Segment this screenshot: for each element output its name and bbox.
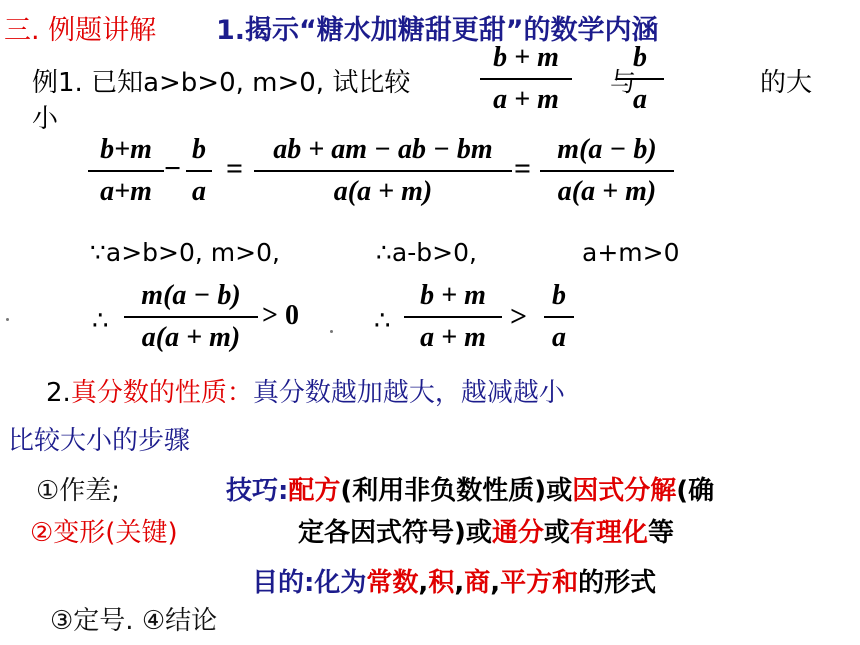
tip-text: 或 (543, 518, 570, 548)
fraction-numerator: b (192, 134, 206, 165)
goal-label: 目的:化为 (252, 568, 367, 598)
example-conjunction: 与 (610, 68, 637, 98)
fraction-numerator: ab + am − ab − bm (273, 134, 493, 165)
fraction-denominator: a(a + m) (333, 176, 433, 207)
conclusion-fraction-1 (124, 282, 258, 352)
conclusion-fraction-3 (544, 282, 574, 352)
therefore-symbol-2: ∴ (374, 306, 391, 336)
subtitle: 1.揭示“糖水加糖甜更甜”的数学内涵 (216, 15, 659, 46)
step-2: ②变形(关键) (30, 518, 178, 548)
equation-fraction-rhs (540, 136, 674, 206)
goal-separator: , (454, 568, 465, 598)
goal-text: 的形式 (578, 568, 657, 598)
fraction-denominator: a (552, 322, 566, 353)
property-label: 真分数的性质： (70, 378, 253, 408)
tips-line-2 (298, 512, 674, 549)
goal-separator: , (418, 568, 429, 598)
conclusion-fraction-2 (404, 282, 502, 352)
stray-dot (6, 318, 9, 321)
goal-line (252, 562, 656, 599)
fraction-denominator: a (633, 84, 647, 115)
equation-fraction-middle (254, 136, 512, 206)
goal-constant: 常数 (366, 568, 419, 598)
fraction-bar (124, 316, 258, 318)
step-1: ①作差; (36, 476, 121, 506)
fraction-numerator: b + m (420, 280, 486, 311)
example-suffix: 的大 (760, 68, 813, 98)
fraction-numerator: m(a − b) (141, 280, 241, 311)
fraction-denominator: a(a + m) (141, 322, 241, 353)
tip-text: 等 (647, 518, 674, 548)
minus-sign: − (164, 152, 182, 185)
tip-rationalization: 有理化 (569, 518, 648, 548)
fraction-bar (404, 316, 502, 318)
fraction-bar (88, 170, 164, 172)
fraction-numerator: b (552, 280, 566, 311)
therefore-line: ∴a-b>0, (376, 238, 477, 267)
goal-product: 积 (428, 568, 455, 598)
property-text: 真分数越加越大，越减越小 (252, 378, 565, 408)
fraction-numerator: b+m (100, 134, 152, 165)
steps-title: 比较大小的步骤 (8, 426, 191, 456)
tip-factorization: 因式分解 (572, 476, 677, 506)
section-title: 三. 例题讲解 (4, 15, 157, 46)
equals-sign-2: = (514, 152, 532, 185)
equals-sign-1: = (226, 152, 244, 185)
because-line: ∵a>b>0, m>0, (90, 238, 280, 267)
fraction-bar (186, 170, 212, 172)
fraction-numerator: b (633, 42, 647, 73)
goal-separator: , (490, 568, 501, 598)
stray-dot (330, 330, 333, 333)
fraction-bar (616, 78, 664, 80)
fraction-denominator: a(a + m) (557, 176, 657, 207)
tip-text: (确 (676, 476, 715, 506)
fraction-denominator: a+m (100, 176, 152, 207)
example-fraction-1 (480, 44, 572, 114)
fraction-denominator: a + m (493, 84, 559, 115)
fraction-denominator: a + m (420, 322, 486, 353)
greater-than-zero: > 0 (262, 300, 299, 331)
tips-line-1 (226, 470, 714, 507)
goal-quotient: 商 (464, 568, 491, 598)
fraction-denominator: a (192, 176, 206, 207)
fraction-bar (254, 170, 512, 172)
tip-text: (利用非负数性质)或 (340, 476, 573, 506)
sum-positive: a+m>0 (582, 238, 680, 267)
goal-sum-of-squares: 平方和 (500, 568, 579, 598)
property-line (46, 372, 565, 409)
equation-fraction-lhs1 (88, 136, 164, 206)
greater-than-sign: > (510, 300, 528, 333)
tips-label: 技巧: (226, 476, 289, 506)
equation-fraction-lhs2 (186, 136, 212, 206)
property-number: 2. (46, 378, 71, 408)
steps-3-4: ③定号. ④结论 (50, 606, 218, 636)
tip-completing-square: 配方 (288, 476, 341, 506)
fraction-numerator: b + m (493, 42, 559, 73)
fraction-bar (540, 170, 674, 172)
example-suffix-continued: 小 (32, 104, 59, 134)
tip-common-denominator: 通分 (491, 518, 544, 548)
fraction-bar (480, 78, 572, 80)
tip-text: 定各因式符号)或 (298, 518, 492, 548)
example-fraction-2 (616, 44, 664, 114)
example-prefix: 例1. 已知a>b>0, m>0, 试比较 (32, 68, 411, 98)
fraction-numerator: m(a − b) (557, 134, 657, 165)
therefore-symbol-1: ∴ (92, 306, 109, 336)
fraction-bar (544, 316, 574, 318)
